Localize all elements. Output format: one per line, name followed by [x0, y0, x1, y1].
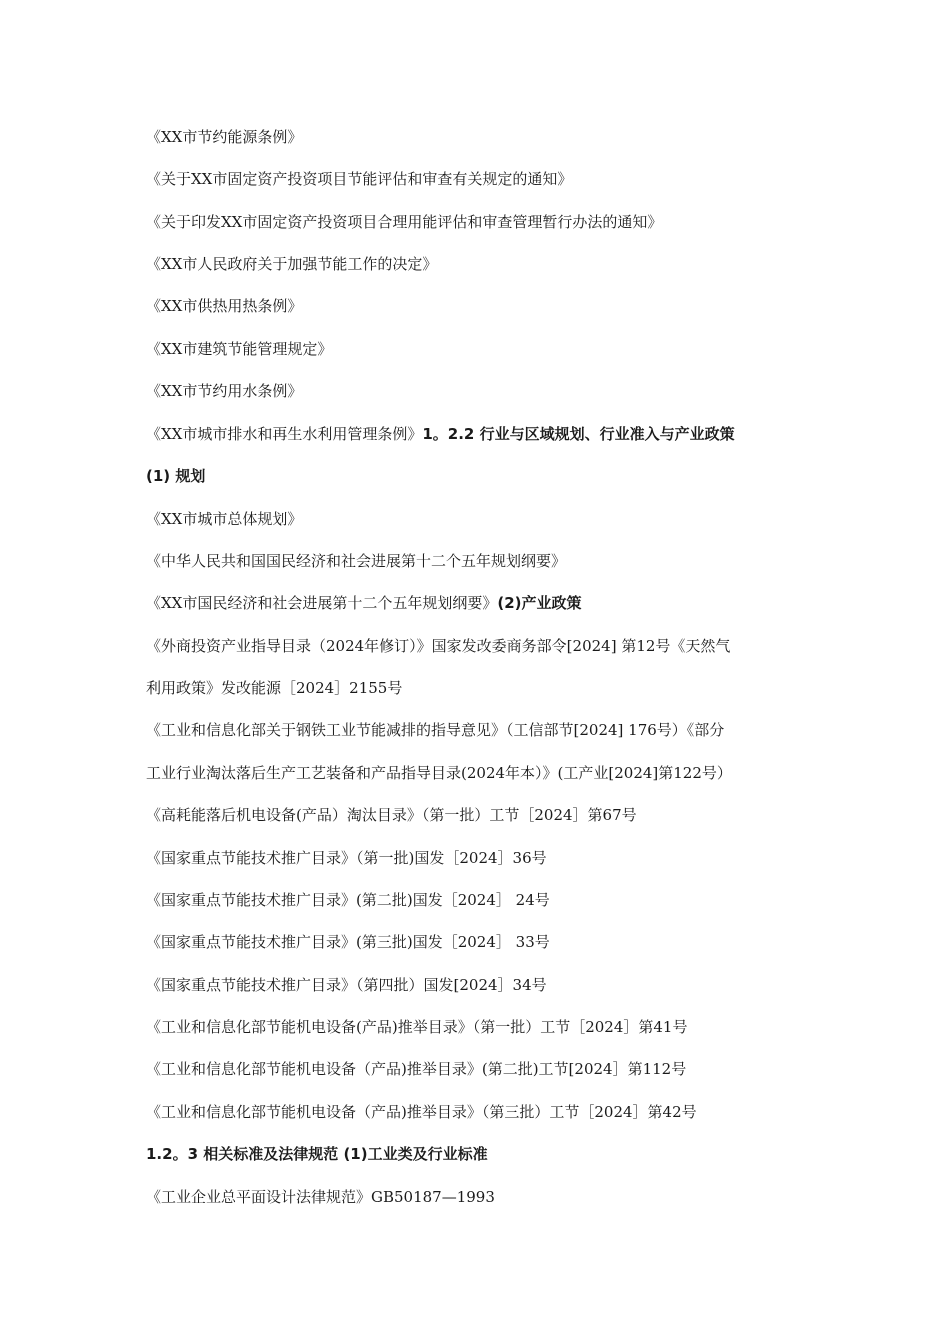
line-text: 《XX市节约能源条例》 — [146, 128, 303, 146]
line-text: 《XX市城市排水和再生水利用管理条例》 — [146, 425, 423, 443]
line-text: 《关于XX市固定资产投资项目节能评估和审查有关规定的通知》 — [146, 170, 573, 188]
line-text: 《外商投资产业指导目录（2024年修订）》国家发改委商务部令[2024] 第12号《天然气 — [146, 637, 731, 655]
line-text: 《工业和信息化部节能机电设备（产品)推举目录》(第二批)工节[2024］第112号 — [146, 1060, 687, 1078]
line-text: 《工业和信息化部节能机电设备（产品)推举目录》（第三批）工节［2024］第42号 — [146, 1103, 697, 1121]
line-text: (1) 规划 — [146, 467, 206, 485]
text-line — [146, 633, 826, 659]
text-line — [146, 548, 826, 574]
text-line — [146, 760, 826, 786]
line-text: 《XX市人民政府关于加强节能工作的决定》 — [146, 255, 438, 273]
line-text: 《XX市国民经济和社会进展第十二个五年规划纲要》 — [146, 594, 498, 612]
line-text: 《XX市建筑节能管理规定》 — [146, 340, 333, 358]
text-line — [146, 1014, 826, 1040]
line-text: 1.2。3 相关标准及法律规范 (1)工业类及行业标准 — [146, 1145, 488, 1163]
text-line — [146, 675, 826, 701]
text-line — [146, 845, 826, 871]
text-line — [146, 717, 826, 743]
text-line — [146, 336, 826, 362]
line-text: 《XX市供热用热条例》 — [146, 297, 303, 315]
line-text: 《关于印发XX市固定资产投资项目合理用能评估和审查管理暂行办法的通知》 — [146, 213, 663, 231]
line-text: 工业行业淘汰落后生产工艺装备和产品指导目录(2024年本）》(工产业[2024]第122号） — [146, 764, 732, 782]
line-text: 《工业和信息化部关于钢铁工业节能减排的指导意见》（工信部节[2024] 176号）《部分 — [146, 721, 725, 739]
text-line — [146, 209, 826, 235]
text-line — [146, 293, 826, 319]
text-line — [146, 166, 826, 192]
text-line — [146, 972, 826, 998]
text-line — [146, 251, 826, 277]
line-text: 《XX市节约用水条例》 — [146, 382, 303, 400]
line-text: 《国家重点节能技术推广目录》（第一批)国发［2024］36号 — [146, 849, 547, 867]
line-text: 《中华人民共和国国民经济和社会进展第十二个五年规划纲要》 — [146, 552, 567, 570]
text-line — [146, 929, 826, 955]
line-text: 《国家重点节能技术推广目录》(第三批)国发［2024］ 33号 — [146, 933, 550, 951]
text-line — [146, 124, 826, 150]
line-text: 利用政策》发改能源［2024］2155号 — [146, 679, 403, 697]
text-line — [146, 421, 826, 447]
text-line — [146, 802, 826, 828]
text-line — [146, 506, 826, 532]
section-heading — [146, 463, 826, 489]
line-text: 《国家重点节能技术推广目录》(第二批)国发［2024］ 24号 — [146, 891, 550, 909]
section-heading: 1。2.2 行业与区域规划、行业准入与产业政策 — [422, 425, 735, 443]
text-line — [146, 1056, 826, 1082]
line-text: 《高耗能落后机电设备(产品）淘汰目录》（第一批）工节［2024］第67号 — [146, 806, 637, 824]
line-text: 《XX市城市总体规划》 — [146, 510, 303, 528]
line-text: 《国家重点节能技术推广目录》（第四批）国发[2024］34号 — [146, 976, 547, 994]
section-heading — [146, 1141, 826, 1167]
text-line — [146, 1099, 826, 1125]
text-line — [146, 887, 826, 913]
text-line — [146, 1184, 826, 1210]
text-line — [146, 378, 826, 404]
line-text: 《工业企业总平面设计法律规范》GB50187—1993 — [146, 1188, 495, 1206]
line-text: 《工业和信息化部节能机电设备(产品)推举目录》（第一批）工节［2024］第41号 — [146, 1018, 688, 1036]
text-line — [146, 590, 826, 616]
section-heading: (2)产业政策 — [497, 594, 582, 612]
